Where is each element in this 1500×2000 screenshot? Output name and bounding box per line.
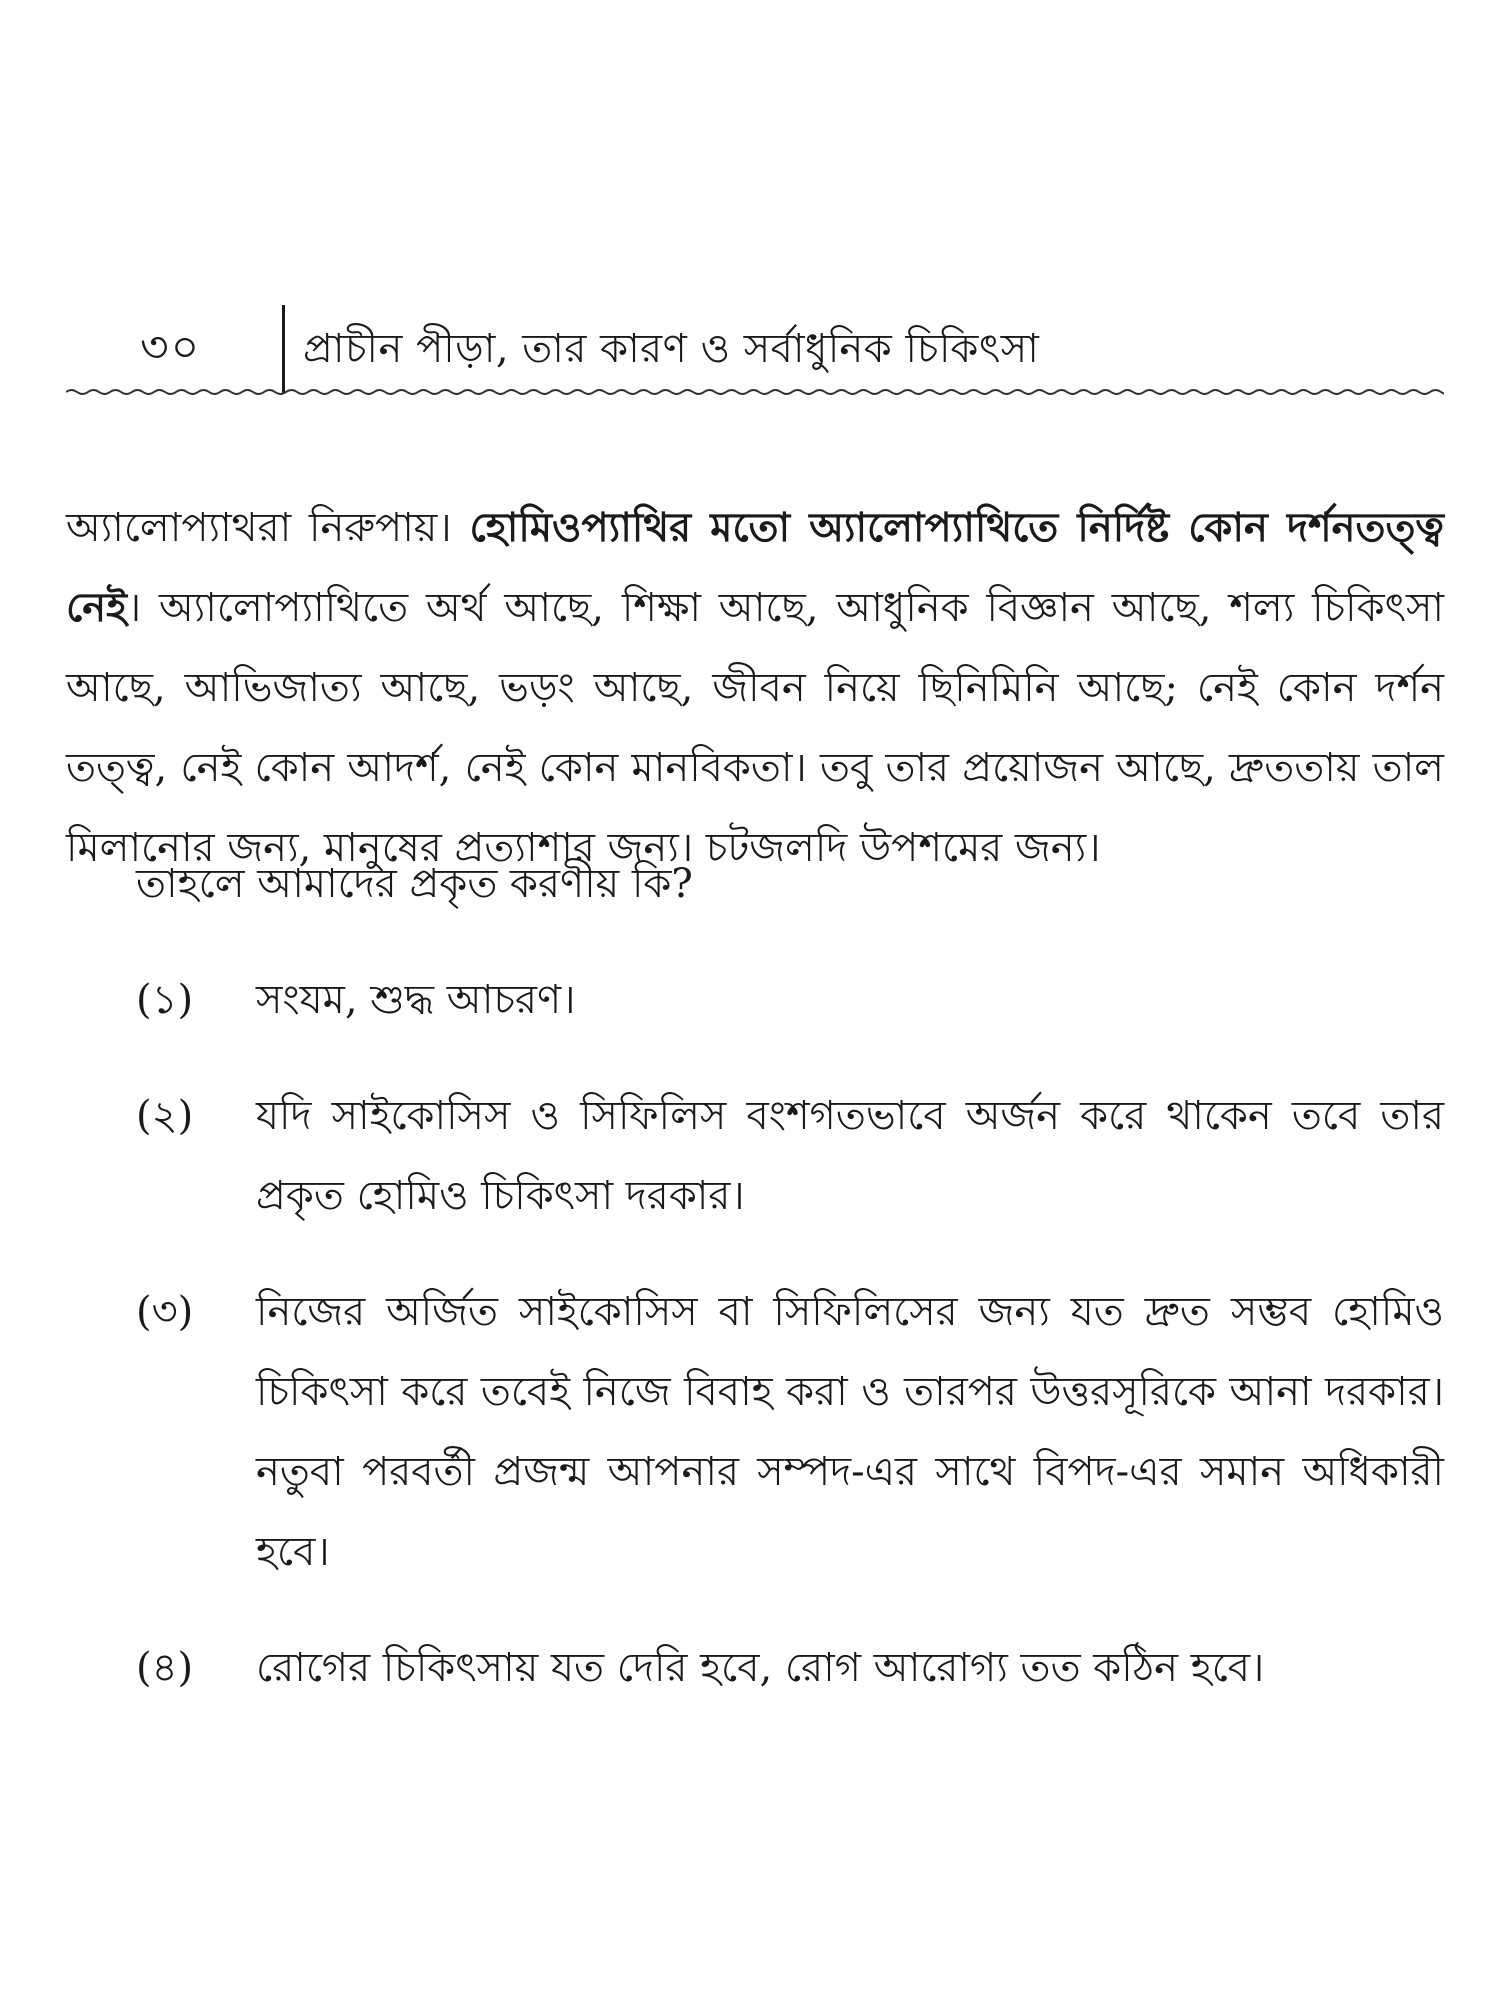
list-item-text: সংযম, শুদ্ধ আচরণ। — [256, 977, 576, 1023]
list-item-text: রোগের চিকিৎসায় যত দেরি হবে, রোগ আরোগ্য তত কঠিন হবে। — [256, 1645, 1265, 1691]
numbered-list — [136, 960, 1444, 1744]
list-item — [136, 1628, 1444, 1708]
paragraph-rest: । অ্যালোপ্যাথিতে অর্থ আছে, শিক্ষা আছে, আধুনিক বিজ্ঞান আছে, শল্য চিকিৎসা আছে, আভিজাত্য আছে, ভড়ং আছে, জীবন নিয়ে ছিনিমিনি আছে; নেই কোন দর্শন তত্ত্ব, নেই কোন আদর্শ, নেই কোন মানবিকতা। তবু তার প্রয়োজন আছে, দ্রুততায় তাল মিলানোর জন্য, মানুষের প্রত্যাশার জন্য। চটজলদি উপশমের জন্য। — [66, 585, 1444, 871]
paragraph-intro: অ্যালোপ্যাথরা নিরুপায়। — [66, 505, 470, 551]
page-number: ৩০ — [140, 321, 202, 373]
list-item — [136, 1076, 1444, 1236]
list-item-text: যদি সাইকোসিস ও সিফিলিস বংশগতভাবে অর্জন করে থাকেন তবে তার প্রকৃত হোমিও চিকিৎসা দরকার। — [256, 1093, 1444, 1219]
list-item-number: (৩) — [136, 1289, 194, 1335]
list-item — [136, 960, 1444, 1040]
paragraph-bold-statement: হোমিওপ্যাথির মতো অ্যালোপ্যাথিতে নির্দিষ্ট কোন দর্শনতত্ত্ব নেই — [66, 504, 1445, 631]
body-paragraph — [66, 488, 1444, 888]
header-wavy-divider — [66, 380, 1444, 404]
list-item-text: নিজের অর্জিত সাইকোসিস বা সিফিলিসের জন্য যত দ্রুত সম্ভব হোমিও চিকিৎসা করে তবেই নিজে বিবাহ করা ও তারপর উত্তরসূরিকে আনা দরকার। নতুবা পরবর্তী প্রজন্ম আপনার সম্পদ-এর সাথে বিপদ-এর সমান অধিকারী হবে। — [256, 1289, 1444, 1575]
list-item-number: (৪) — [136, 1645, 194, 1691]
list-item — [136, 1272, 1444, 1592]
list-item-number: (১) — [136, 977, 194, 1023]
list-item-number: (২) — [136, 1093, 194, 1139]
book-title: প্রাচীন পীড়া, তার কারণ ও সর্বাধুনিক চিকিৎসা — [303, 325, 1040, 372]
question-line: তাহলে আমাদের প্রকৃত করণীয় কি? — [136, 861, 693, 907]
